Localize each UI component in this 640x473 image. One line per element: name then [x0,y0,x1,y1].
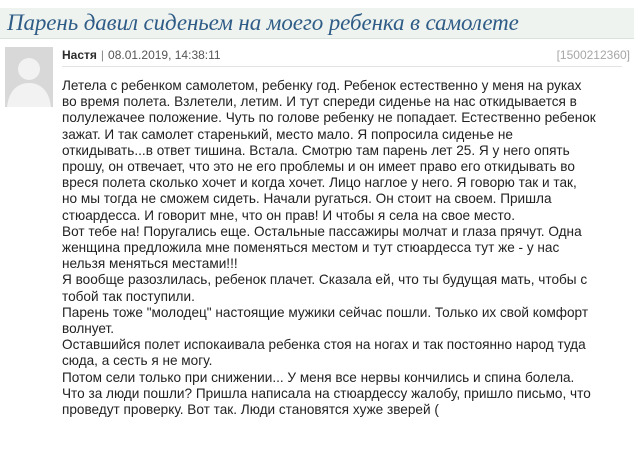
post-datetime: 08.01.2019, 14:38:11 [108,48,221,62]
meta-separator: | [100,48,105,62]
post-line: сюда, а сесть я не могу. [62,353,213,369]
post-line: тобой так поступили. [62,288,195,304]
post-line: Вот тебе на! Поругались еще. Остальные пассажиры молчат и глаза прячут. Одна [62,223,582,239]
post-line: Что за люди пошли? Пришла написала на стюардессу жалобу, пришло письмо, что [62,385,591,401]
post-line: Потом сели только при снижении... У меня все нервы кончились и спина болела. [62,369,575,385]
post-line: Я вообще разозлилась, ребенок плачет. Сказала ей, что ты будущая мать, чтобы с [62,272,588,288]
post-line: во время полета. Взлетели, летим. И тут спереди сиденье на нас откидывается в [62,94,577,110]
post-line: женщина предложила мне поменяться местом и тут стюардесса тут же - у нас [62,240,560,256]
post-line: прошу, он отвечает, что это не его проблемы и он имеет право его откидывать во [62,159,575,175]
post-id: [1500212360] [556,48,630,62]
post-line: Парень тоже "молодец" настоящие мужики сейчас пошли. Только их свой комфорт [62,304,589,320]
post-line: проведут проверку. Вот так. Люди становятся хуже зверей ( [62,402,439,418]
post-line: полулежачее положение. Чуть по голове ребенку не попадает. Естественно ребенок [62,110,596,126]
author-name[interactable]: Настя [62,48,97,62]
post-line: Летела с ребенком самолетом, ребенку год. Ребенок естественно у меня на руках [62,78,582,93]
post-line: но мы тогда не сможем сидеть. Начали ругаться. Он стоит на своем. Пришла [62,191,552,207]
post-line: зажат. И так самолет старенький, место мало. Я попросила сиденье не [62,126,513,142]
user-silhouette-icon [5,47,53,107]
post-line: откидывать...в ответ тишина. Встала. Смотрю там парень лет 25. Я у него опять [62,142,570,158]
post-meta [62,46,630,64]
post-line: стюардесса. И говорит мне, что он прав! И чтобы я села на свое место. [62,207,515,223]
post-line: Оставшийся полет испокаивала ребенка стоя на ногах и так постоянно народ туда [62,337,586,353]
post-line: волнует. [62,321,115,337]
title-bar [0,8,634,39]
avatar [5,47,53,107]
post-title: Парень давил сиденьем на моего ребенка в самолете [7,10,519,35]
meta-divider [62,66,622,67]
post-line: нельзя меняться местами!!! [62,256,238,272]
post-body [62,78,618,418]
post-line: вреся полета сколько хочет и когда хочет. Лицо наглое у него. Я говорю так и так, [62,175,577,191]
